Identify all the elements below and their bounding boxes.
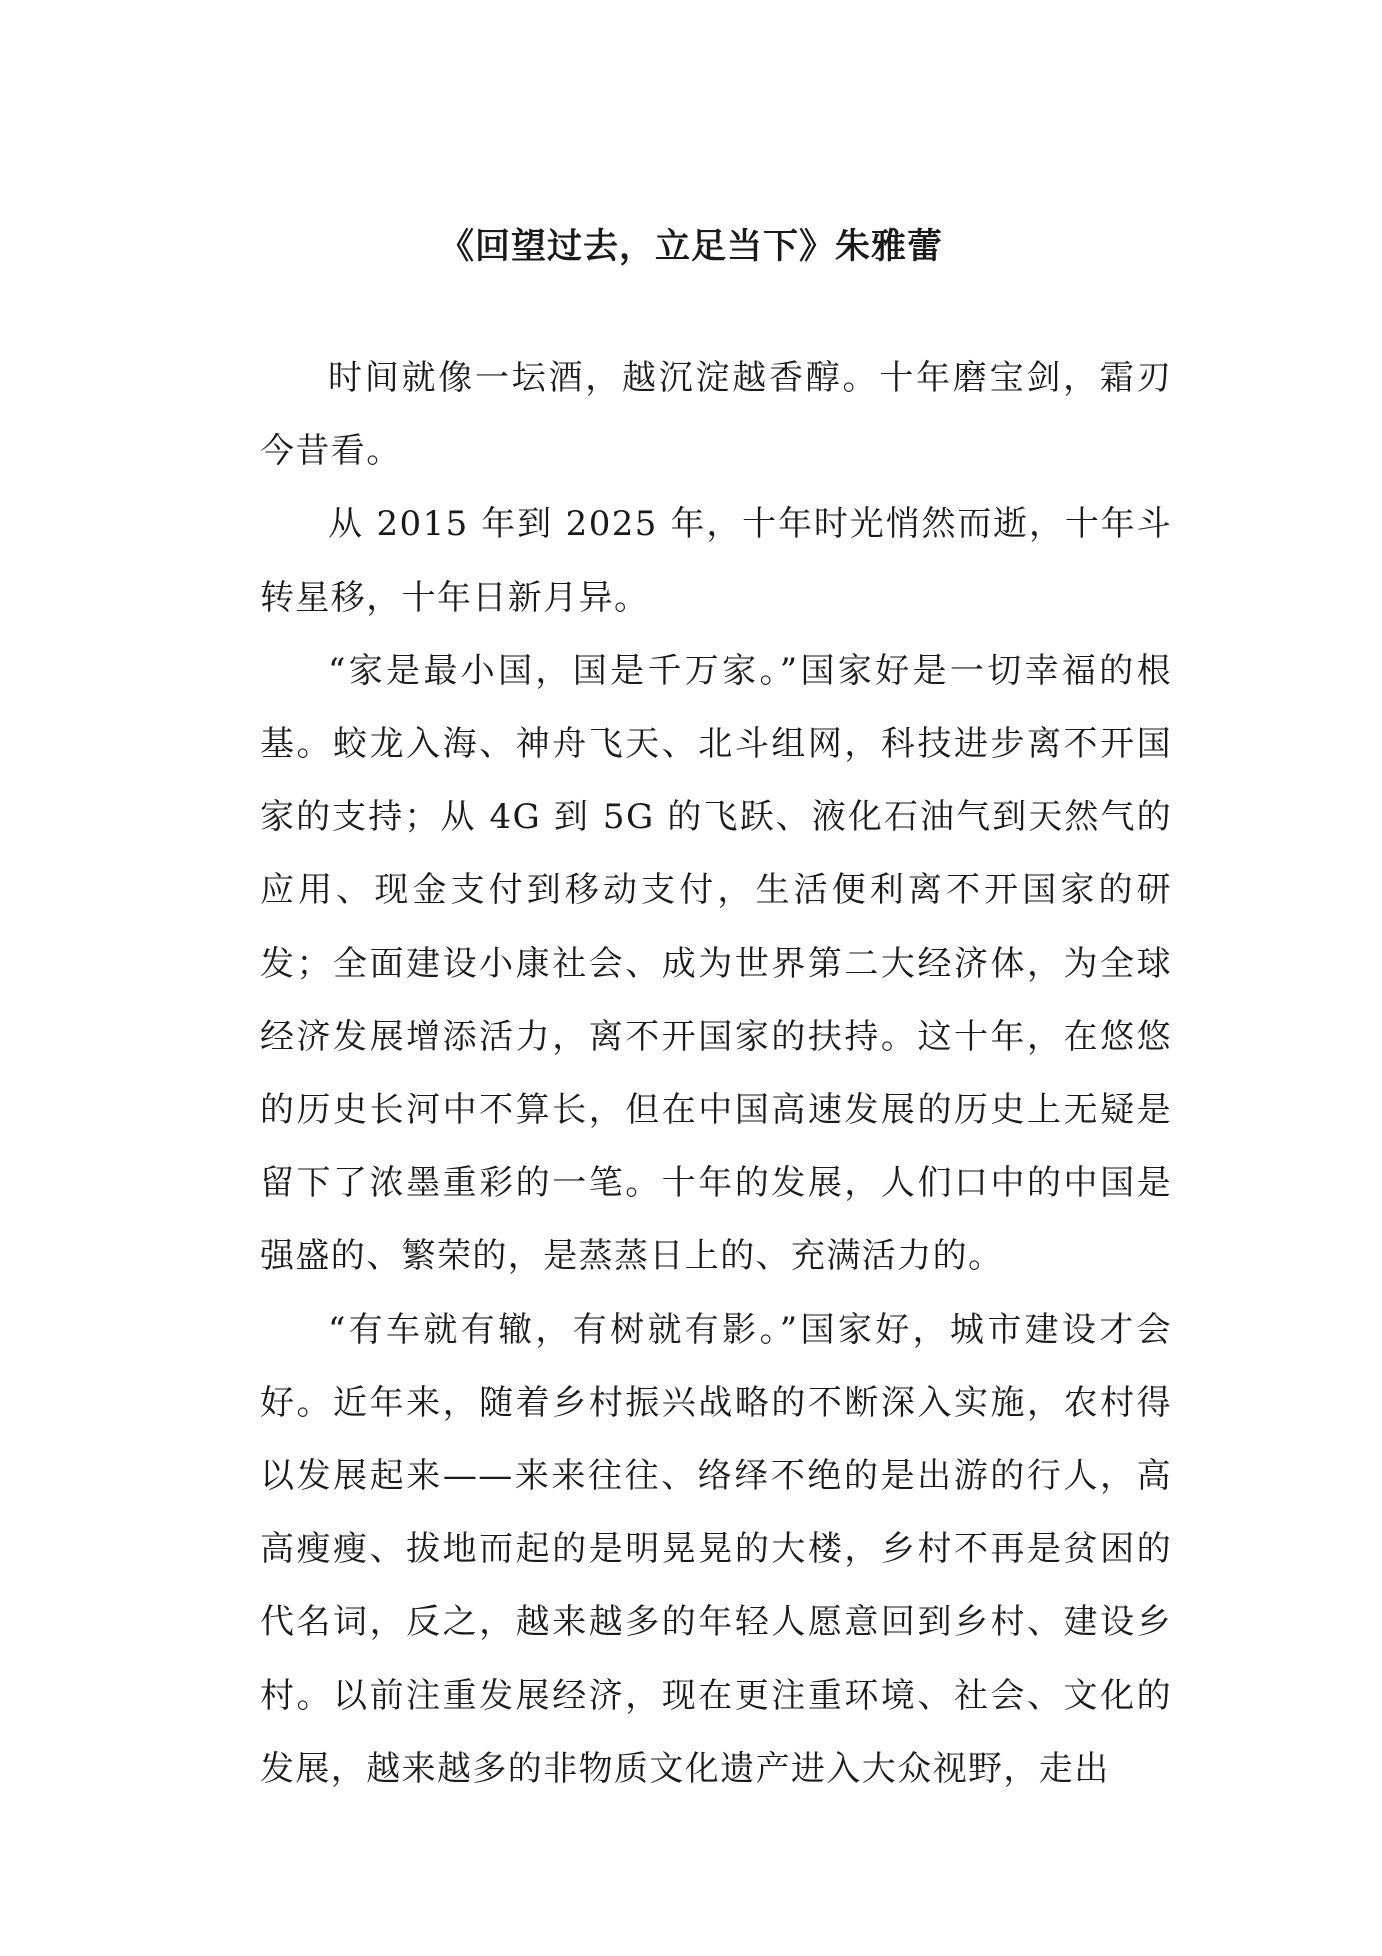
- document-title: 《回望过去，立足当下》朱雅蕾: [438, 226, 943, 267]
- paragraph: 时间就像一坛酒，越沉淀越香醇。十年磨宝剑，霜刃今昔看。: [260, 358, 1172, 472]
- paragraph: “家是最小国，国是千万家。”国家好是一切幸福的根基。蛟龙入海、神舟飞天、北斗组网，科技进步离不开国家的支持；从 4G 到 5G 的飞跃、液化石油气到天然气的应用、现金支付到移动支付，生活便利离不开国家的研发；全面建设小康社会、成为世界第二大经济体，为全球经济发展增添活力，离不开国家的扶持。这十年，在悠悠的历史长河中不算长，但在中国高速发展的历史上无疑是留下了浓墨重彩的一笔。十年的发展，人们口中的中国是强盛的、繁荣的，是蒸蒸日上的、充满活力的。: [260, 650, 1172, 1277]
- paragraph: 从 2015 年到 2025 年，十年时光悄然而逝，十年斗转星移，十年日新月异。: [260, 504, 1172, 618]
- paragraph: “有车就有辙，有树就有影。”国家好，城市建设才会好。近年来，随着乡村振兴战略的不断深入实施，农村得以发展起来——来来往往、络绎不绝的是出游的行人，高高瘦瘦、拔地而起的是明晃晃的大楼，乡村不再是贫困的代名词，反之，越来越多的年轻人愿意回到乡村、建设乡村。以前注重发展经济，现在更注重环境、社会、文化的发展，越来越多的非物质文化遗产进入大众视野，走出: [260, 1309, 1172, 1789]
- document-body: [260, 342, 1172, 1806]
